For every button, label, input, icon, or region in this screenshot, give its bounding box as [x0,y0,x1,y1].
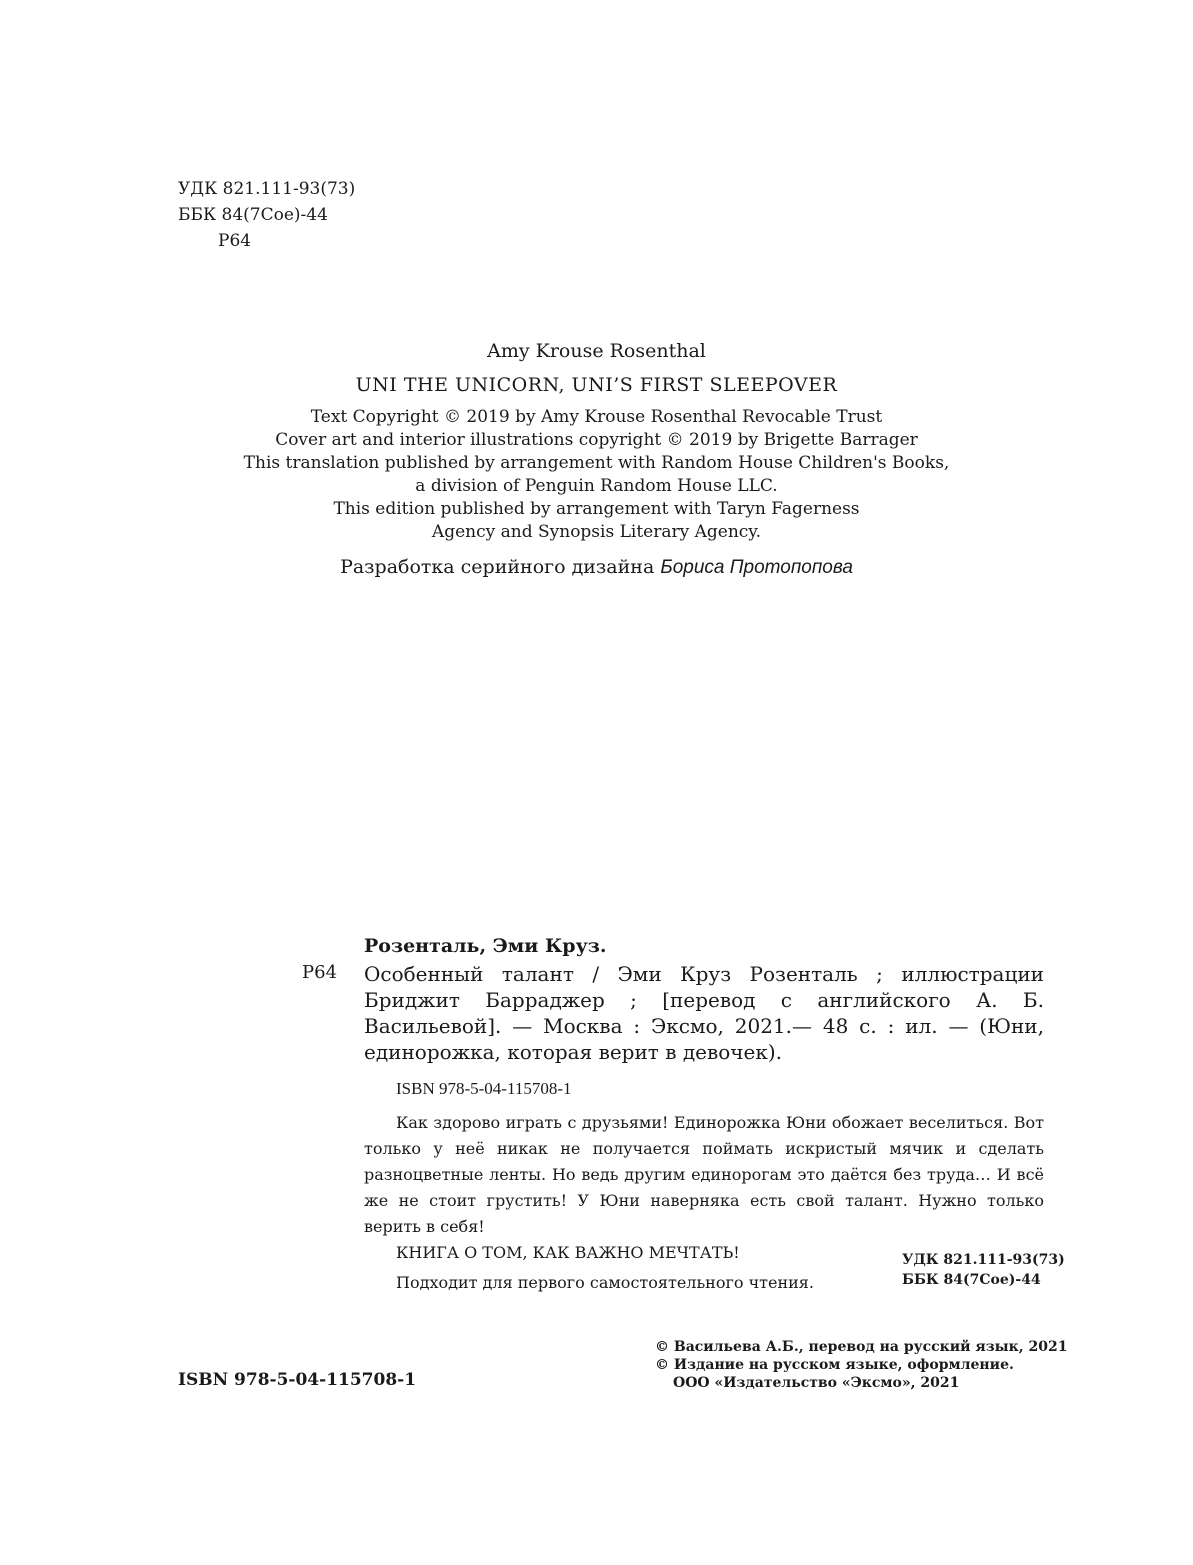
bbk-code: ББК 84(7Сое)-44 [178,205,328,225]
udk-code: УДК 821.111-93(73) [178,179,356,199]
bibliographic-code: Р64 [302,962,338,983]
annotation-text: Как здорово играть с друзьями! Единорожка Юни обожает веселиться. Вот только у неё никак не получается поймать искристый мячик и сделать разноцветные ленты. Но ведь другим единорогам это даётся без труда… И всё же не стоит грустить! У Юни наверняка есть свой талант. Нужно только верить в себя! [364,1113,1044,1236]
rights-line: Text Copyright © 2019 by Amy Krouse Rosenthal Revocable Trust [310,407,883,427]
design-label: Разработка серийного дизайна [340,556,655,578]
rights-line: Cover art and interior illustrations copyright © 2019 by Brigette Barrager [275,430,918,450]
bibliographic-record [364,935,1044,1099]
udk-code: УДК 821.111-93(73) [902,1252,1065,1268]
classification-block-top [178,176,355,254]
rights-line: Agency and Synopsis Literary Agency. [431,522,762,542]
reader-level-note: Подходит для первого самостоятельного чтения. [396,1273,814,1292]
rights-notice [0,406,1193,544]
designer-name: Бориса Протопопова [660,557,853,578]
publisher-copyright: ООО «Издательство «Эксмо», 2021 [673,1375,960,1391]
edition-copyright: © Издание на русском языке, оформление. [655,1357,1014,1373]
annotation-slogan: КНИГА О ТОМ, КАК ВАЖНО МЕЧТАТЬ! [396,1243,740,1262]
original-title: UNI THE UNICORN, UNI’S FIRST SLEEPOVER [355,374,838,396]
author-mark: Р64 [218,231,252,251]
copyright-notice [655,1338,1068,1392]
rights-line: a division of Penguin Random House LLC. [415,476,778,496]
classification-block-bottom [902,1250,1065,1290]
original-author: Amy Krouse Rosenthal [487,340,706,362]
bbk-code: ББК 84(7Сое)-44 [902,1272,1041,1288]
rights-line: This translation published by arrangement with Random House Children's Books, [243,453,950,473]
original-edition-credits [0,340,1193,579]
bibliographic-description: Особенный талант / Эми Круз Розенталь ; иллюстрации Бриджит Барраджер ; [перевод с английского А. Б. Васильевой]. — Москва : Эксмо, 2021.— 48 с. : ил. — (Юни, единорожка, которая верит в девочек). [364,962,1044,1064]
isbn-number: ISBN 978-5-04-115708-1 [178,1370,417,1390]
rights-line: This edition published by arrangement with Taryn Fagerness [333,499,860,519]
series-design-credit [0,556,1193,579]
bibliographic-heading: Розенталь, Эми Круз. [364,935,607,957]
translation-copyright: © Васильева А.Б., перевод на русский язык, 2021 [655,1339,1068,1355]
bibliographic-isbn: ISBN 978-5-04-115708-1 [396,1079,572,1098]
